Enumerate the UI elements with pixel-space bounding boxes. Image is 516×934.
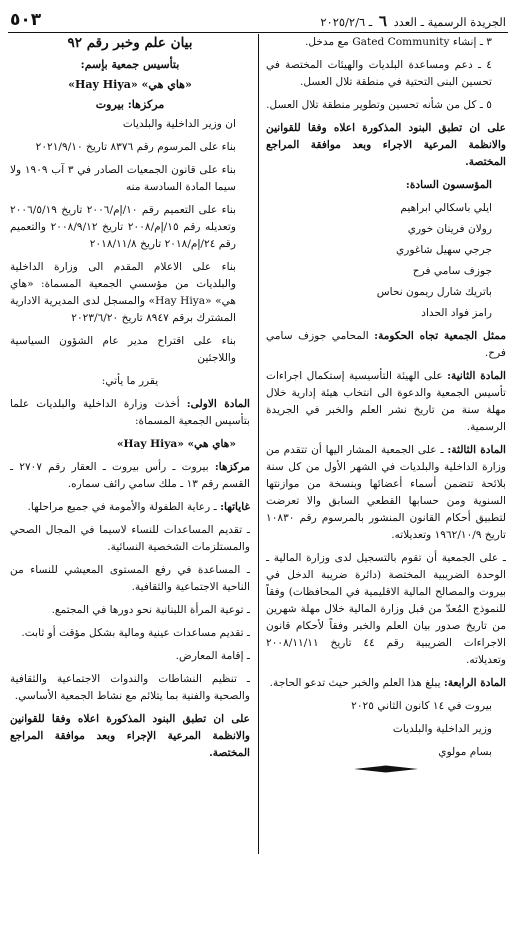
signoff-date: بيروت في ١٤ كانون الثاني ٢٠٢٥ (351, 700, 492, 712)
founders-heading: المؤسسون السادة: (405, 179, 492, 191)
representative-label: ممثل الجمعية تجاه الحكومة: (374, 330, 506, 342)
compliance-note: على ان تطبق البنود المذكورة اعلاه وفقا للقوانين والانظمة المرعية الاجراء وبعد موافقة المراجع المختصة. (266, 122, 506, 168)
founder-name: رامز فواد الحداد (421, 307, 492, 319)
goal-item: ـ تقديم المساعدات للنساء لاسيما في المجال الصحي والمستلزمات الشخصية النسائية. (10, 524, 250, 553)
founder-name: رولان فرينان خوري (407, 223, 492, 235)
founder-name: جرجي سهيل شاغوري (395, 244, 492, 256)
founder-name: باتريك شارل ريمون نحاس (376, 286, 492, 298)
compliance-note: على ان تطبق البنود المذكورة اعلاه وفقا للقوانين والانظمة المرعية الإجراء وبعد موافقة المراجع المختصة. (10, 713, 250, 759)
issue-date: ـ ٢٠٢٥/٢/٦ (320, 15, 373, 29)
notice-subtitle: بتأسيس جمعية بإسم: (80, 58, 180, 71)
representative-value: المحامي جوزف سامي فرح. (266, 330, 506, 359)
goal-item: ـ إقامة المعارض. (175, 650, 250, 662)
notice-title: بيان علم وخبر رقم ٩٢ (67, 35, 193, 51)
gazette-title (320, 12, 506, 30)
goal-item: ـ توعية المرأة اللبنانية نحو دورها في المجتمع. (51, 604, 250, 616)
article-4-text: يبلغ هذا العلم والخبر حيث تدعو الحاجة. (269, 677, 444, 689)
list-item: ٣ ـ إنشاء Gated Community مع مدخل. (304, 36, 492, 48)
goals-intro (10, 499, 250, 516)
page-header (8, 6, 508, 33)
minister-line: ان وزير الداخلية والبلديات (122, 118, 236, 130)
goals-first: ـ رعاية الطفولة والأمومة في جميع مراحلها. (27, 501, 221, 513)
article-3 (266, 442, 506, 544)
article-2-text: على الهيئة التأسيسية إستكمال اجراءات تأسيس الجمعية والدعوة الى انتخاب هيئة إدارية خلال مهلة سنة من تاريخ نشر العلم والخبر في الجريدة الرسمية. (266, 370, 506, 433)
article-2-label: المادة الثانية: (447, 370, 506, 382)
recital: بناء على اقتراح مدير عام الشؤون السياسية واللاجئين (10, 335, 236, 364)
article-1-label: المادة الاولى: (186, 398, 250, 410)
decides-line: يقرر ما يأتي: (101, 375, 159, 387)
founder-name: جوزف سامي فرح (412, 265, 492, 277)
association-name: «هاي هي» «Hay Hiya» (68, 78, 192, 91)
recital: بناء على التعميم رقم ١٠/إم/٢٠٠٦ تاريخ ٢٠٠٦/٥/١٩ وتعديله رقم ١٥/إم/٢٠٠٨ تاريخ ٢٠٠٨/٩/١٢ والتعميم رقم ٢٤/إم/٢٠١٨ تاريخ ٢٠١٨/١١/٨ (10, 204, 236, 250)
signoff-title: وزير الداخلية والبلديات (392, 723, 492, 735)
article-1 (10, 396, 250, 430)
representative (266, 328, 506, 362)
left-column (10, 34, 250, 934)
goal-item: ـ تنظيم النشاطات والندوات الاجتماعية والثقافية والصحية والفنية بما يتلائم مع نشاط الجمعية الأساسي. (10, 673, 250, 702)
recital: بناء على قانون الجمعيات الصادر في ٣ آب ١٩٠٩ ولا سيما المادة السادسة منه (10, 164, 236, 193)
goal-item: ـ تقديم مساعدات عينية ومالية بشكل مؤقت أو ثابت. (21, 627, 250, 639)
association-address (10, 459, 250, 493)
recital: بناء على الاعلام المقدم الى وزارة الداخلية والبلديات من مؤسسي الجمعية المسماة: «هاي هي» «Hay Hiya» والمسجل لدى المديرية الادارية المشترك برقم ٨٩٤٧ تاريخ ٢٠٢٣/٦/٢٠ (10, 261, 236, 324)
goals-label: غاياتها: (220, 501, 250, 513)
page-number: ٥٠٣ (10, 10, 42, 30)
article-4-label: المادة الرابعة: (443, 677, 506, 689)
founder-name: ايلي باسكالي ابراهيم (400, 202, 492, 214)
list-item: ٤ ـ دعم ومساعدة البلديات والهيئات المختصة في تحسين البنى التحتية في منطقة تلال العسل. (266, 59, 492, 88)
article-2 (266, 368, 506, 436)
end-of-notice-ornament (266, 765, 506, 773)
gazette-name: الجريدة الرسمية ـ العدد (393, 15, 506, 29)
article-1-text: أخذت وزارة الداخلية والبلديات علما بتأسيس الجمعية المسماة: (10, 398, 250, 427)
right-column (266, 34, 506, 934)
article-3-tax-registration: ـ على الجمعية أن تقوم بالتسجيل لدى وزارة المالية ـ الوحدة الضريبية المختصة (دائرة ضريبة الدخل في بيروت والمصالح المالية الاقليمية في المحافظات) وفقاً للنموذج المُعدّ من قبل وزارة المالية خلال مهلة شهرين من تاريخ صدور بيان العلم والخبر وفقاً لأحكام قانون الاجراءات الضريبية رقم ٤٤ تاريخ ٢٠٠٨/١١/١١ وتعديلاته. (266, 552, 506, 666)
ornament-line-icon (354, 765, 418, 773)
article-4 (266, 675, 506, 692)
goal-item: ـ المساعدة في رفع المستوى المعيشي للنساء من الناحية الاجتماعية والثقافية. (10, 564, 250, 593)
article-3-label: المادة الثالثة: (447, 444, 506, 456)
recital: بناء على المرسوم رقم ٨٣٧٦ تاريخ ٢٠٢١/٩/١٠ (35, 141, 236, 153)
address-text: بيروت ـ رأس بيروت ـ العقار رقم ٢٧٠٧ ـ القسم رقم ١٣ ـ ملك سامي رائف سماره. (10, 461, 250, 490)
address-label: مركزها: (214, 461, 250, 473)
list-item: ٥ ـ كل من شأنه تحسين وتطوير منطقة تلال العسل. (266, 99, 492, 111)
column-divider (258, 34, 259, 854)
issue-number: ٦ (378, 12, 387, 30)
article-3-text: ـ على الجمعية المشار اليها أن تتقدم من وزارة الداخلية والبلديات في الشهر الأول من كل سنة بلائحة تتضمن أسماء أعضائها وبنسخة من موازنتها السنوية ومن حسابها القطعي السابق والا تعرضت لتطبيق أحكام القانون المنشور بالمرسوم رقم ١٠٨٣٠ تاريخ ١٩٦٢/١٠/٩ وتعديلاته. (266, 444, 506, 541)
content-columns (8, 34, 508, 934)
association-hq: مركزها: بيروت (95, 98, 165, 111)
signoff-name: بسام مولوي (438, 746, 492, 758)
article-1-association-name: «هاي هي» «Hay Hiya» (116, 438, 236, 450)
